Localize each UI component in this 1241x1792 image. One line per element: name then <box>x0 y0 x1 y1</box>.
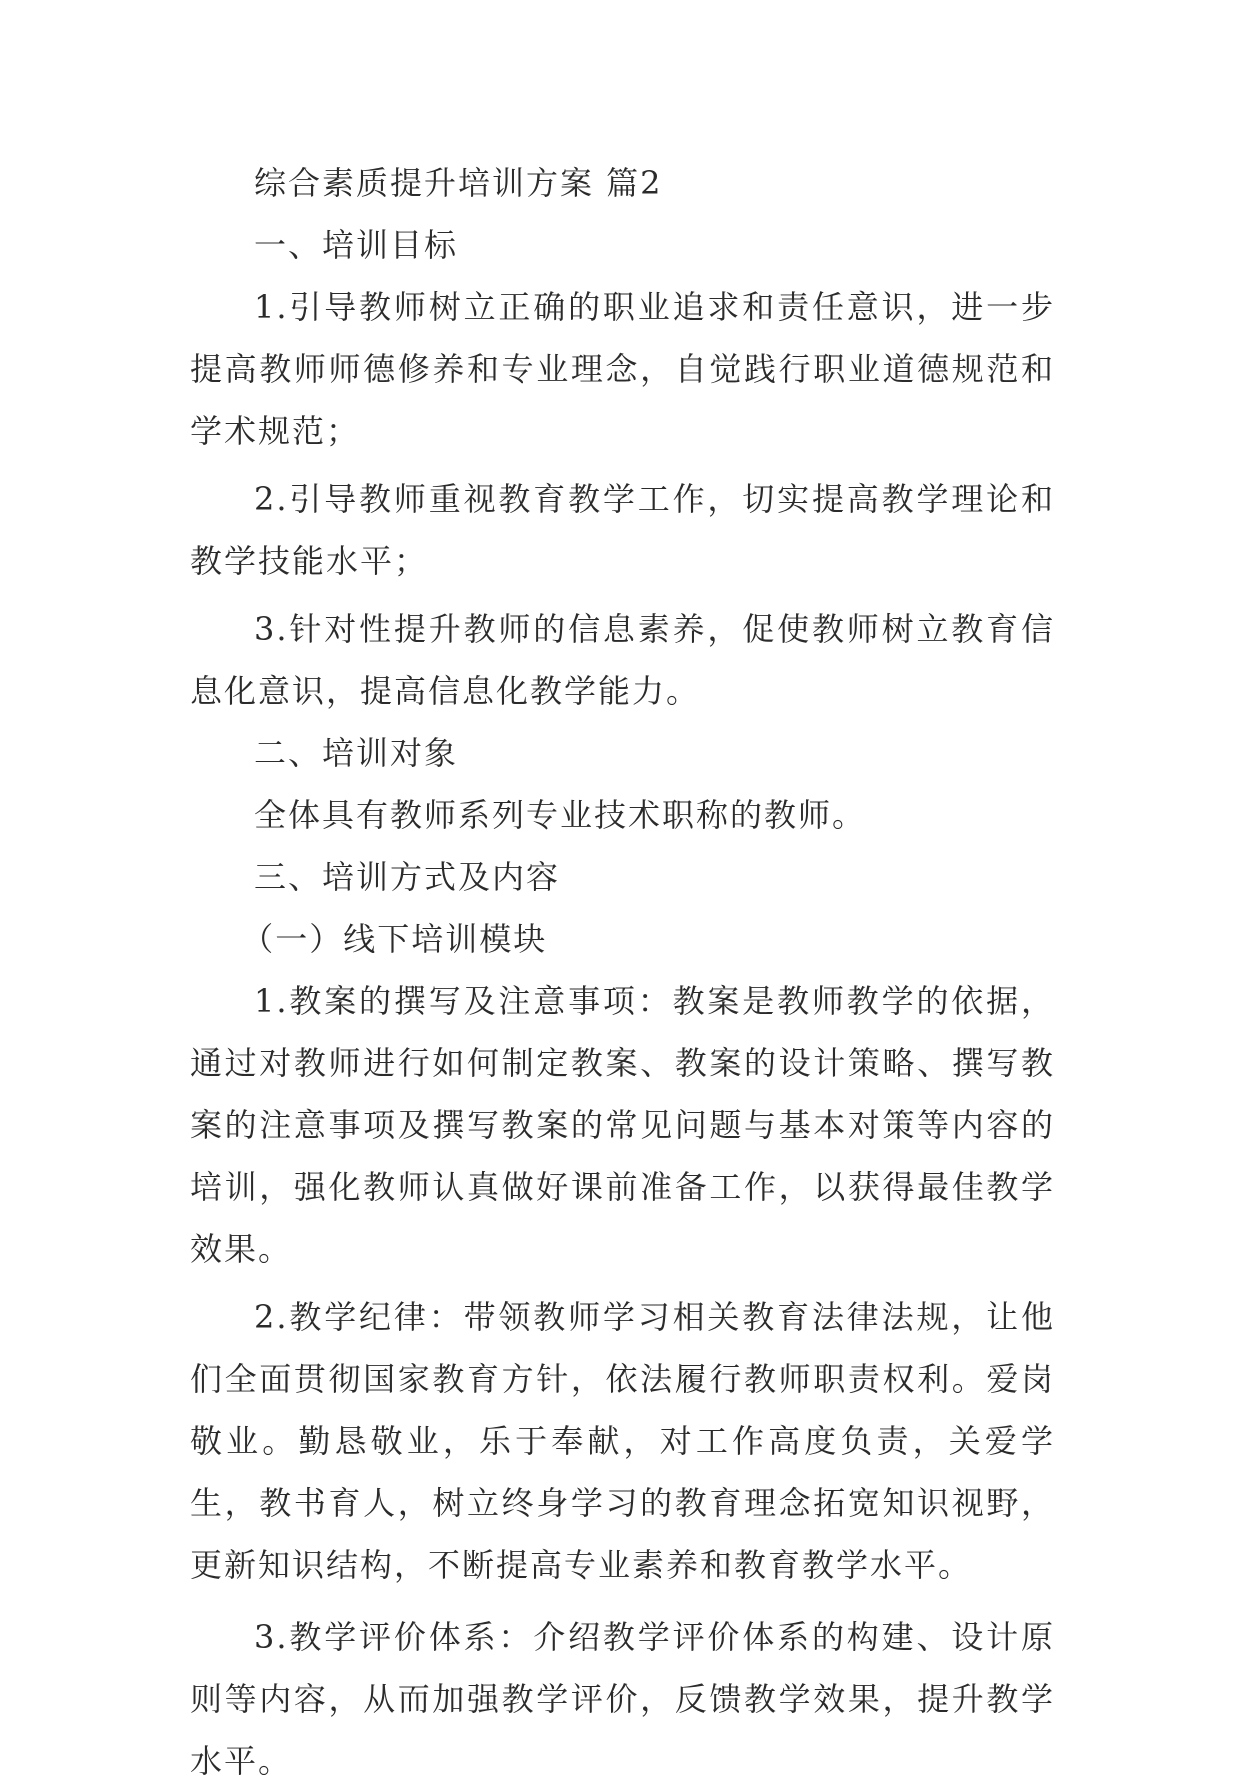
offline-item-2: 2.教学纪律：带领教师学习相关教育法律法规，让他们全面贯彻国家教育方针，依法履行教师职责权利。爱岗敬业。勤恳敬业，乐于奉献，对工作高度负责，关爱学生，教书育人，树立终身学习的教育理念拓宽知识视野，更新知识结构，不断提高专业素养和教育教学水平。 <box>190 1298 1055 1584</box>
goal-item-2: 2.引导教师重视教育教学工作，切实提高教学理论和教学技能水平； <box>190 480 1055 580</box>
offline-item-1: 1.教案的撰写及注意事项：教案是教师教学的依据，通过对教师进行如何制定教案、教案的设计策略、撰写教案的注意事项及撰写教案的常见问题与基本对策等内容的培训，强化教师认真做好课前准备工作，以获得最佳教学效果。 <box>190 982 1055 1268</box>
offline-item-3: 3.教学评价体系：介绍教学评价体系的构建、设计原则等内容，从而加强教学评价，反馈教学效果，提升教学水平。 <box>190 1618 1055 1780</box>
audience-text: 全体具有教师系列专业技术职称的教师。 <box>254 796 867 834</box>
document-title: 综合素质提升培训方案 篇2 <box>254 164 663 202</box>
section-heading-audience: 二、培训对象 <box>254 734 459 772</box>
subsection-heading-offline: （一）线下培训模块 <box>241 920 548 958</box>
section-heading-methods: 三、培训方式及内容 <box>254 858 561 896</box>
goal-item-1: 1.引导教师树立正确的职业追求和责任意识，进一步提高教师师德修养和专业理念，自觉践行职业道德规范和学术规范； <box>190 288 1055 450</box>
section-heading-goals: 一、培训目标 <box>254 226 459 264</box>
goal-item-3: 3.针对性提升教师的信息素养，促使教师树立教育信息化意识，提高信息化教学能力。 <box>190 610 1055 710</box>
document-body <box>190 152 1055 1792</box>
